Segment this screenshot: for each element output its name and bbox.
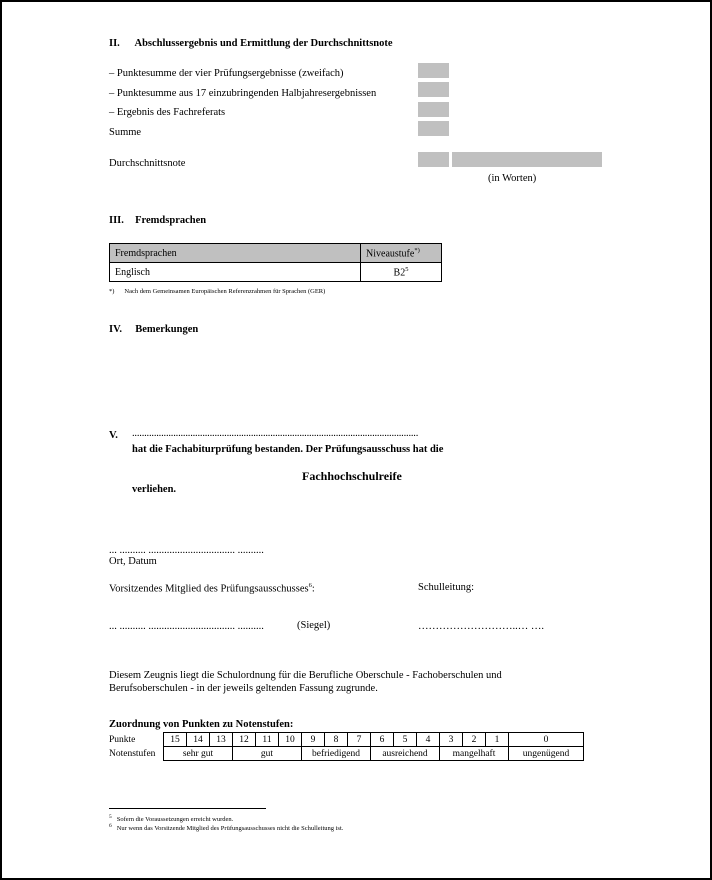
language-cell: Englisch (110, 263, 361, 282)
schulleitung-label: Schulleitung: (418, 582, 474, 593)
summe-label: Summe (109, 127, 142, 138)
fachhochschulreife-title: Fachhochschulreife (302, 469, 402, 483)
name-dotted-line: ...................................................................................................................... (132, 428, 419, 439)
vorsitz-signature-dots: ... .......... ................................. .......... (109, 621, 264, 632)
punkte-label: Punkte (109, 734, 136, 745)
points-field-fachreferat[interactable] (418, 102, 449, 117)
level-cell: ausreichend (371, 747, 440, 761)
point-cell: 8 (325, 733, 348, 747)
point-cell: 2 (463, 733, 486, 747)
level-cell: gut (233, 747, 302, 761)
points-field-halbjahre[interactable] (418, 82, 449, 97)
point-cell: 14 (187, 733, 210, 747)
schulordnung-line-1: Diesem Zeugnis liegt die Schulordnung für die Berufliche Oberschule - Fachoberschulen und (109, 670, 502, 681)
point-cell: 7 (348, 733, 371, 747)
fremdsprachen-header: Fremdsprachen (110, 244, 361, 263)
section-4-number: IV. (109, 324, 122, 335)
footnote-5: $^5$ Sofern die Voraussetzungen erreicht wurden. (109, 814, 234, 824)
point-cell: 5 (394, 733, 417, 747)
level-cell: $B2^5$ (361, 263, 442, 282)
section-4-heading (109, 324, 198, 335)
point-cell: 0 (509, 733, 584, 747)
points-field-pruefungen[interactable] (418, 63, 449, 78)
grades-table (109, 732, 584, 761)
level-cell: befriedigend (302, 747, 371, 761)
verliehen-text: verliehen. (132, 484, 177, 495)
point-cell: 15 (164, 733, 187, 747)
level-cell: mangelhaft (440, 747, 509, 761)
section-2-title: Abschlussergebnis und Ermittlung der Durchschnittsnote (134, 38, 393, 49)
point-cell: 1 (486, 733, 509, 747)
niveaustufe-header: Niveaustufe*) (361, 244, 442, 263)
section-4-title: Bemerkungen (135, 324, 199, 335)
level-cell: ungenügend (509, 747, 584, 761)
notenstufen-label: Notenstufen (109, 748, 156, 759)
point-cell: 10 (279, 733, 302, 747)
section-3-number: III. (109, 215, 124, 226)
siegel-label: (Siegel) (297, 620, 331, 631)
section-3-heading (109, 215, 206, 226)
point-cell: 12 (233, 733, 256, 747)
point-cell: 13 (210, 733, 233, 747)
point-cell: 9 (302, 733, 325, 747)
ort-datum-dots: ... .......... ................................. .......... (109, 545, 264, 556)
points-field-summe[interactable] (418, 121, 449, 136)
schulleitung-signature-dots: ………………………..… …. (418, 621, 544, 632)
ger-footnote: *) Nach dem Gemeinsamen Europäischen Referenzrahmen für Sprachen (GER) (109, 288, 326, 295)
durchschnittsnote-words-field[interactable] (452, 152, 602, 167)
durchschnittsnote-field[interactable] (418, 152, 449, 167)
footnote-divider (109, 808, 266, 809)
durchschnittsnote-label: Durchschnittsnote (109, 158, 186, 169)
level-cell: sehr gut (164, 747, 233, 761)
vorsitz-label: Vorsitzendes Mitglied des Prüfungsausschusses$^6$: (109, 582, 315, 595)
item-pruefungsergebnisse: – Punktesumme der vier Prüfungsergebnisse (zweifach) (109, 68, 344, 79)
ort-datum-label: Ort, Datum (109, 556, 157, 567)
bestanden-text: hat die Fachabiturprüfung bestanden. Der Prüfungsausschuss hat die (132, 444, 444, 455)
point-cell: 6 (371, 733, 394, 747)
section-2-number: II. (109, 38, 120, 49)
fremdsprachen-table (109, 243, 442, 282)
section-5-number: V. (109, 430, 118, 441)
section-2-heading (109, 38, 393, 49)
item-fachreferat: – Ergebnis des Fachreferats (109, 107, 226, 118)
schulordnung-line-2: Berufsoberschulen - in der jeweils geltenden Fassung zugrunde. (109, 683, 378, 694)
grades-title: Zuordnung von Punkten zu Notenstufen: (109, 719, 294, 730)
point-cell: 3 (440, 733, 463, 747)
footnote-6: $^6$ Nur wenn das Vorsitzende Mitglied des Prüfungsausschusses nicht die Schulleitung ist. (109, 823, 344, 833)
point-cell: 4 (417, 733, 440, 747)
point-cell: 11 (256, 733, 279, 747)
in-worten-label: (in Worten) (488, 173, 537, 184)
item-halbjahresergebnisse: – Punktesumme aus 17 einzubringenden Halbjahresergebnissen (109, 88, 377, 99)
section-3-title: Fremdsprachen (135, 215, 207, 226)
